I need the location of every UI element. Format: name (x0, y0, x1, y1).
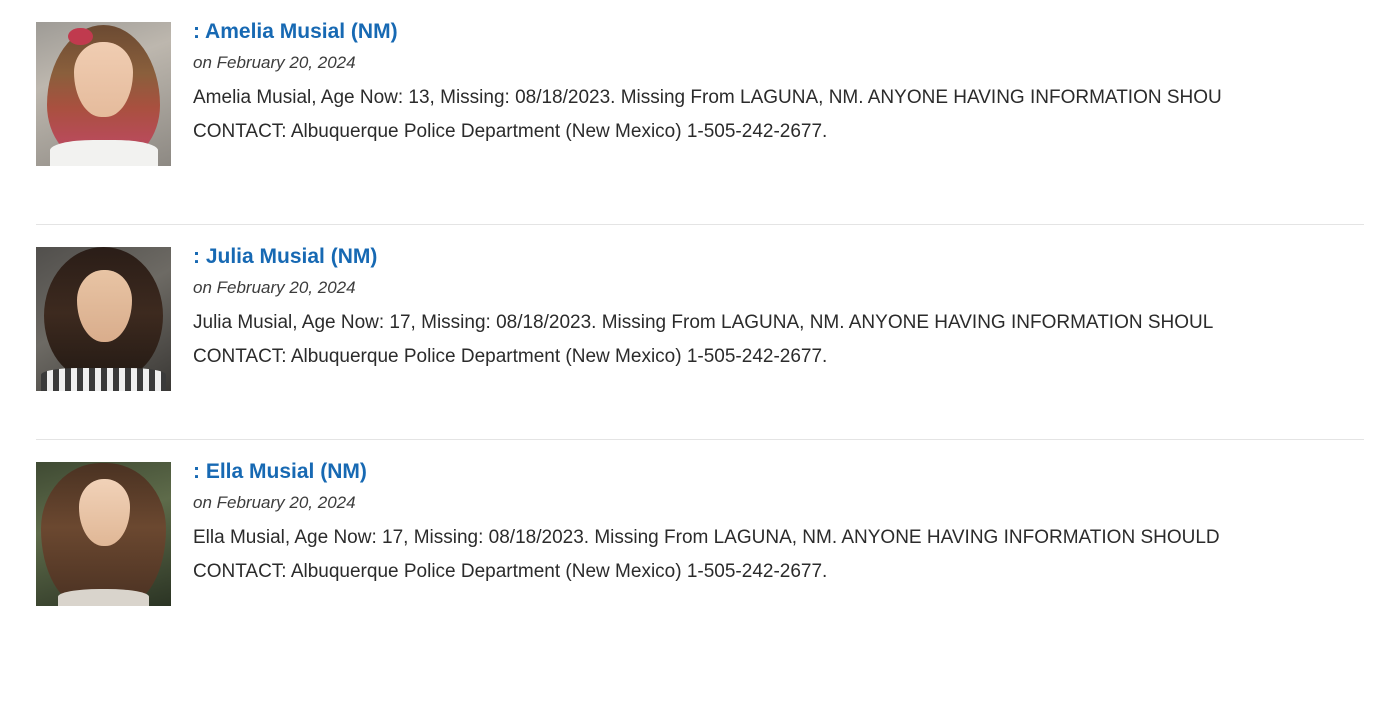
entry-description-line-2: CONTACT: Albuquerque Police Department (New Mexico) 1-505-242-2677. (193, 561, 828, 582)
entry-description (193, 81, 1400, 149)
ella-musial-photo[interactable] (36, 462, 171, 606)
entry-description (193, 521, 1400, 589)
julia-musial-photo[interactable] (36, 247, 171, 391)
photo-shirt (50, 140, 158, 166)
entry-body (171, 440, 1400, 589)
entry-date: on February 20, 2024 (193, 493, 356, 512)
photo-shirt (41, 368, 165, 391)
entry-body (171, 0, 1400, 149)
list-item (0, 440, 1400, 606)
entry-description-line-1: Julia Musial, Age Now: 17, Missing: 08/18/2023. Missing From LAGUNA, NM. ANYONE HAVING INFORMATION SHOUL (193, 312, 1214, 333)
portrait-image (36, 462, 171, 606)
portrait-image (36, 22, 171, 166)
entry-body (171, 225, 1400, 374)
amelia-musial-photo[interactable] (36, 22, 171, 166)
entry-description-line-2: CONTACT: Albuquerque Police Department (New Mexico) 1-505-242-2677. (193, 346, 828, 367)
photo-hairbow (68, 28, 92, 45)
list-item (0, 225, 1400, 391)
entry-date: on February 20, 2024 (193, 278, 356, 297)
entry-description (193, 306, 1400, 374)
entry-title-link[interactable]: : Ella Musial (NM) (193, 460, 367, 483)
entry-description-line-1: Ella Musial, Age Now: 17, Missing: 08/18/2023. Missing From LAGUNA, NM. ANYONE HAVING INFORMATION SHOULD (193, 527, 1220, 548)
portrait-image (36, 247, 171, 391)
entry-date: on February 20, 2024 (193, 53, 356, 72)
entry-title-link[interactable]: : Amelia Musial (NM) (193, 20, 398, 43)
entry-description-line-2: CONTACT: Albuquerque Police Department (New Mexico) 1-505-242-2677. (193, 121, 828, 142)
photo-shirt (58, 589, 150, 606)
entry-title-link[interactable]: : Julia Musial (NM) (193, 245, 378, 268)
list-item (0, 0, 1400, 166)
entry-description-line-1: Amelia Musial, Age Now: 13, Missing: 08/18/2023. Missing From LAGUNA, NM. ANYONE HAVING INFORMATION SHOU (193, 87, 1222, 108)
